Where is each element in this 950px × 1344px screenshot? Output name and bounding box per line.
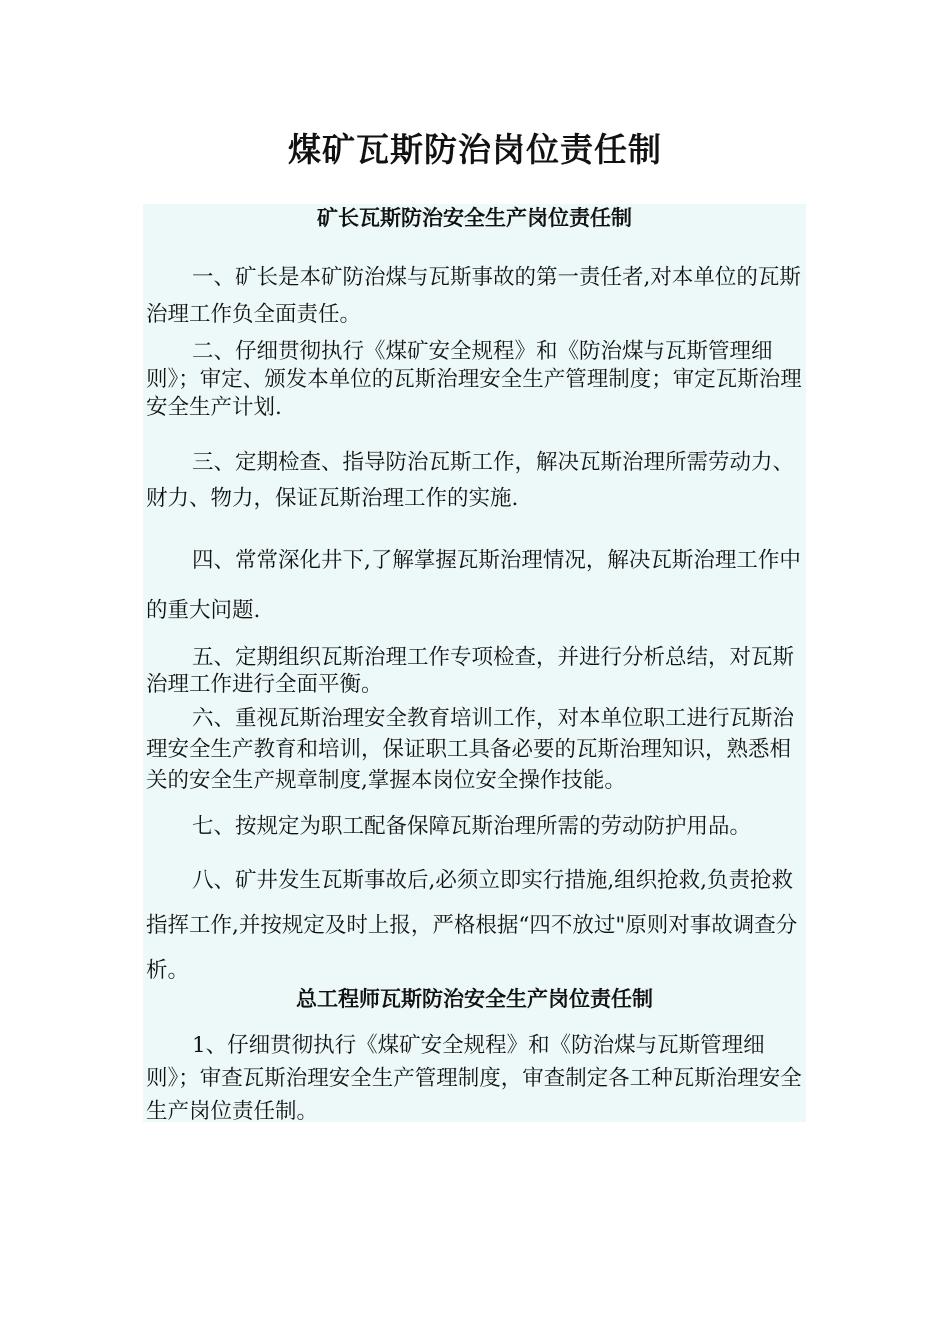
paragraph: 二、仔细贯彻执行《煤矿安全规程》和《防治煤与瓦斯管理细则》；审定、颁发本单位的瓦斯治理安全生产管理制度；审定瓦斯治理安全生产计划.: [146, 339, 802, 420]
paragraph: 五、定期组织瓦斯治理工作专项检查，并进行分析总结，对瓦斯治理工作进行全面平衡。: [146, 645, 795, 697]
section-heading-chief-engineer: 总工程师瓦斯防治安全生产岗位责任制: [296, 986, 653, 1011]
paragraph: 1、仔细贯彻执行《煤矿安全规程》和《防治煤与瓦斯管理细则》；审查瓦斯治理安全生产管理制度，审查制定各工种瓦斯治理安全生产岗位责任制。: [146, 1033, 802, 1124]
paragraph: 四、常常深化井下,了解掌握瓦斯治理情况，解决瓦斯治理工作中的重大问题.: [146, 548, 801, 623]
section-heading-mine-director: 矿长瓦斯防治安全生产岗位责任制: [317, 205, 632, 230]
paragraph: 七、按规定为职工配备保障瓦斯治理所需的劳动防护用品。: [192, 814, 752, 839]
page-title: 煤矿瓦斯防治岗位责任制: [288, 130, 662, 169]
paragraph: 八、矿井发生瓦斯事故后,必须立即实行措施,组织抢救,负责抢救指挥工作,并按规定及时上报，严格根据“四不放过"原则对事故调查分析。: [146, 868, 798, 983]
paragraph: 三、定期检查、指导防治瓦斯工作，解决瓦斯治理所需劳动力、财力、物力，保证瓦斯治理工作的实施.: [146, 450, 795, 511]
paragraph: 六、重视瓦斯治理安全教育培训工作，对本单位职工进行瓦斯治理安全生产教育和培训，保证职工具备必要的瓦斯治理知识，熟悉相关的安全生产规章制度,掌握本岗位安全操作技能。: [146, 706, 795, 793]
paragraph: 一、矿长是本矿防治煤与瓦斯事故的第一责任者,对本单位的瓦斯治理工作负全面责任。: [146, 265, 801, 327]
